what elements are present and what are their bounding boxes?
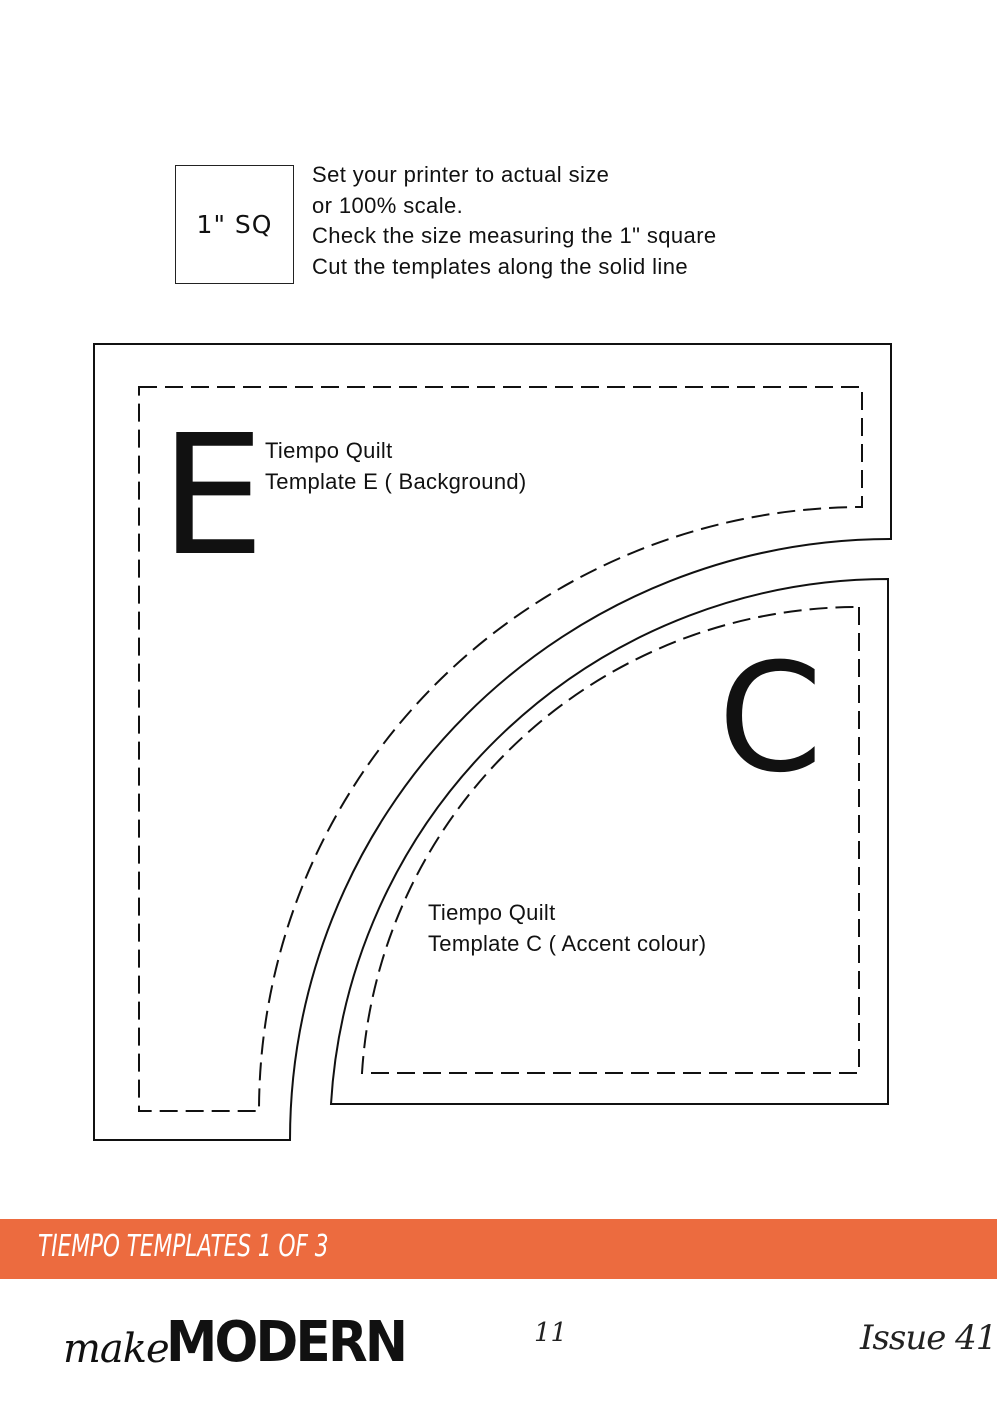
issue-number: Issue 41: [860, 1318, 997, 1358]
template-c-caption-line-2: Template C ( Accent colour): [428, 931, 707, 956]
instruction-line-4: Cut the templates along the solid line: [312, 253, 688, 279]
square-label: 1" SQ: [196, 210, 273, 239]
instruction-line-3: Check the size measuring the 1" square: [312, 223, 717, 248]
logo-modern-text: MODERN: [166, 1310, 406, 1375]
instruction-line-2: or 100% scale.: [312, 192, 464, 218]
section-banner: [0, 1219, 997, 1279]
template-c-caption: [428, 897, 706, 959]
banner-title: TIEMPO TEMPLATES 1 OF 3: [38, 1229, 329, 1264]
logo-make-text: make: [63, 1326, 169, 1372]
page-number: 11: [534, 1318, 568, 1348]
template-e-caption-line-1: Tiempo Quilt: [265, 438, 393, 463]
template-e-caption: [265, 435, 527, 497]
instruction-line-1: Set your printer to actual size: [312, 162, 610, 187]
template-e-caption-line-2: Template E ( Background): [265, 469, 527, 494]
make-modern-logo: [63, 1306, 406, 1376]
template-c-letter: C: [718, 632, 823, 806]
template-e-letter: E: [160, 400, 265, 593]
template-c-caption-line-1: Tiempo Quilt: [428, 900, 556, 925]
